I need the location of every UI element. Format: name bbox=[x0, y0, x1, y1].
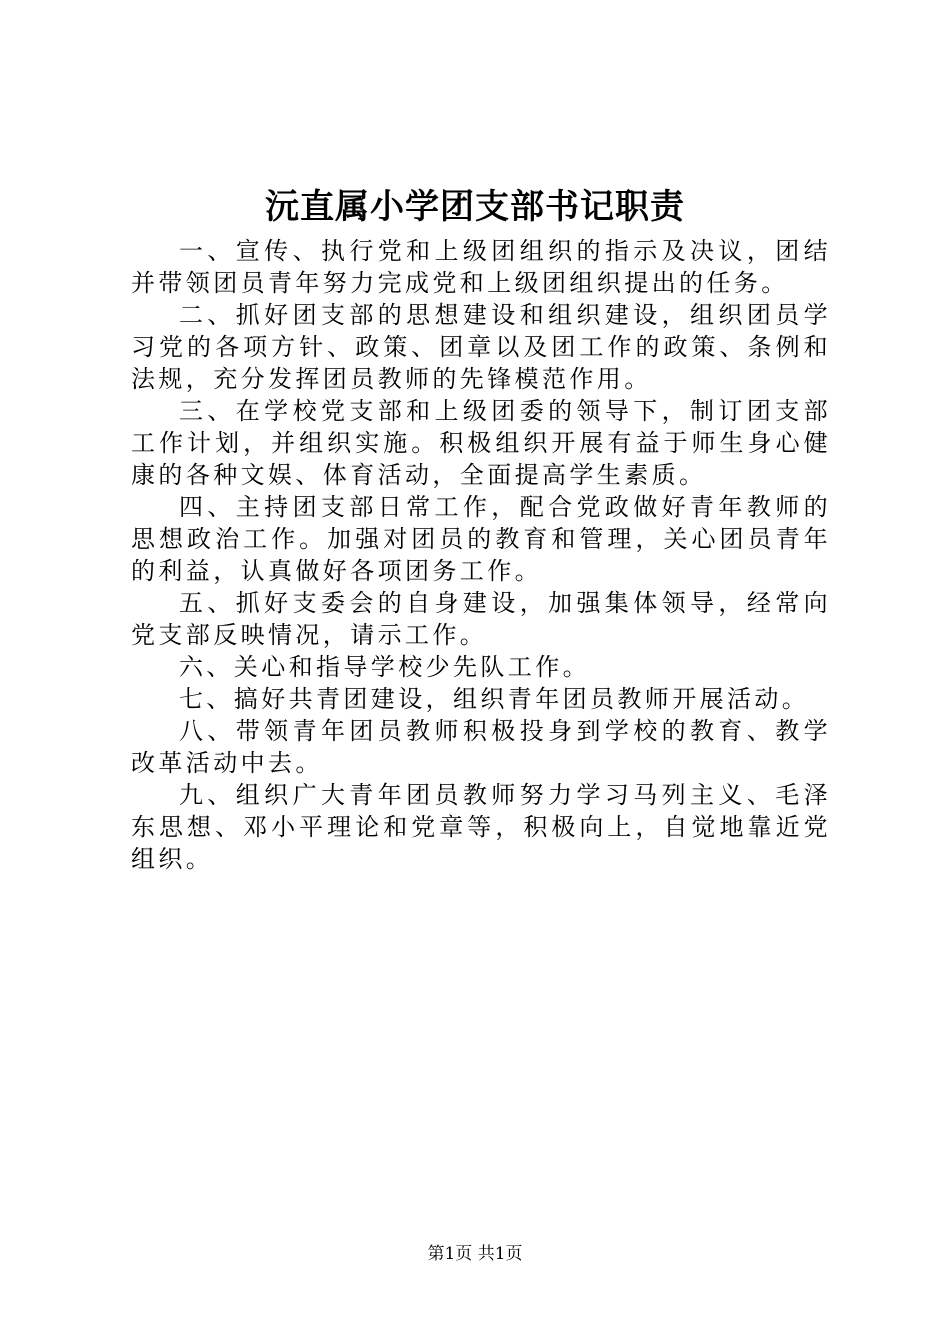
page-number-footer: 第1页 共1页 bbox=[427, 1244, 523, 1264]
paragraph-3: 三、在学校党支部和上级团委的领导下，制订团支部工作计划，并组织实施。积极组织开展有益于师生身心健康的各种文娱、体育活动，全面提高学生素质。 bbox=[131, 397, 831, 489]
paragraph-7: 七、搞好共青团建设，组织青年团员教师开展活动。 bbox=[179, 685, 810, 713]
paragraph-9: 九、组织广大青年团员教师努力学习马列主义、毛泽东思想、邓小平理论和党章等，积极向上，自觉地靠近党组织。 bbox=[131, 781, 831, 873]
paragraph-5: 五、抓好支委会的自身建设，加强集体领导，经常向党支部反映情况，请示工作。 bbox=[131, 589, 831, 649]
paragraph-6: 六、关心和指导学校少先队工作。 bbox=[179, 653, 590, 681]
paragraph-1: 一、宣传、执行党和上级团组织的指示及决议，团结并带领团员青年努力完成党和上级团组织提出的任务。 bbox=[131, 237, 831, 297]
document-title: 沅直属小学团支部书记职责 bbox=[265, 187, 685, 227]
paragraph-4: 四、主持团支部日常工作，配合党政做好青年教师的思想政治工作。加强对团员的教育和管理，关心团员青年的利益，认真做好各项团务工作。 bbox=[131, 493, 831, 585]
document-body bbox=[131, 235, 831, 875]
paragraph-8: 八、带领青年团员教师积极投身到学校的教育、教学改革活动中去。 bbox=[131, 717, 831, 777]
paragraph-2: 二、抓好团支部的思想建设和组织建设，组织团员学习党的各项方针、政策、团章以及团工作的政策、条例和法规，充分发挥团员教师的先锋模范作用。 bbox=[131, 301, 831, 393]
